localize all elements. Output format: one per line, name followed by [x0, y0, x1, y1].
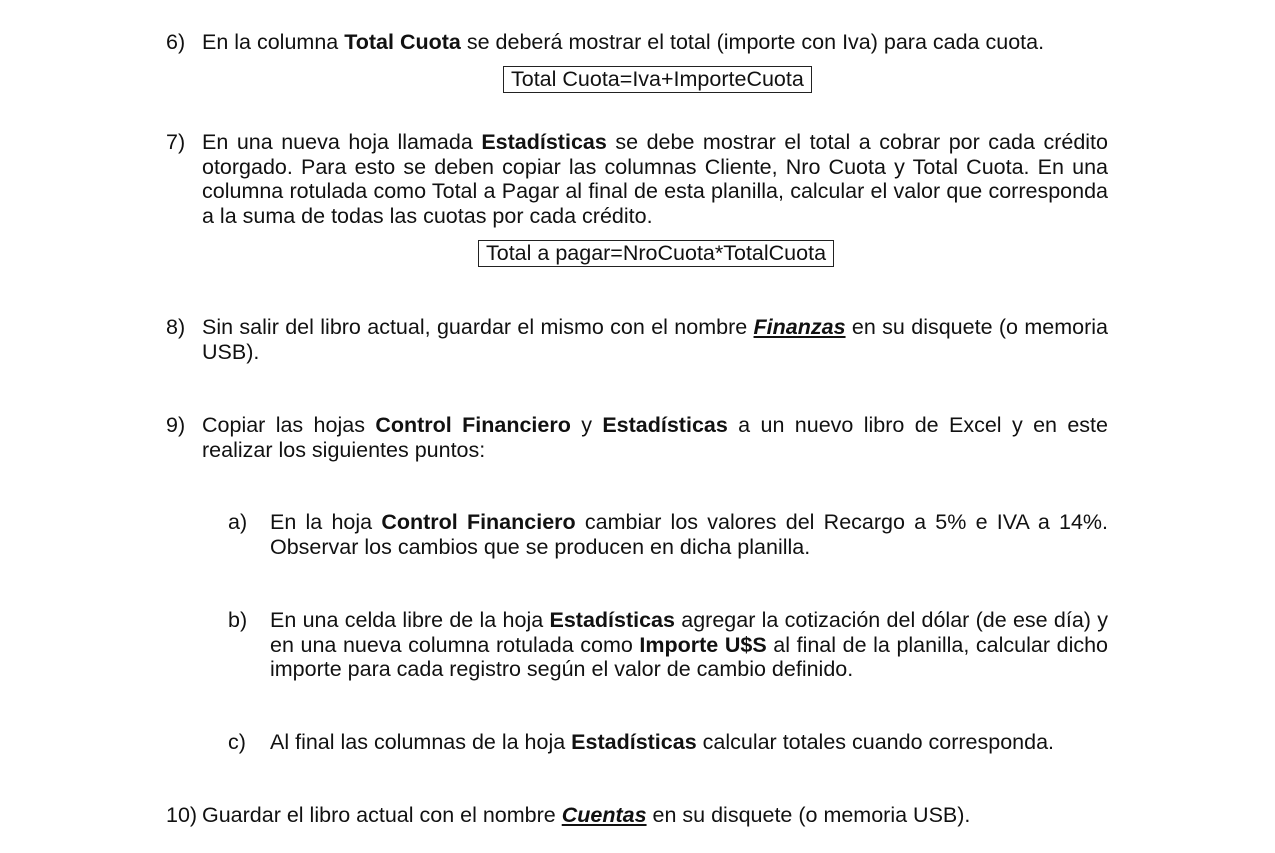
item-10	[166, 803, 1108, 828]
item-number: 9)	[166, 413, 186, 437]
item-text: Copiar las hojas Control Financiero y Estadísticas a un nuevo libro de Excel y en este realizar los siguientes puntos:	[202, 413, 1108, 462]
formula-total-cuota: Total Cuota=Iva+ImporteCuota	[503, 66, 812, 93]
subitem-a	[228, 510, 1108, 559]
subitem-letter: c)	[228, 730, 246, 754]
subitem-text: En la hoja Control Financiero cambiar los valores del Recargo a 5% e IVA a 14%. Observar los cambios que se producen en dicha planilla.	[270, 510, 1108, 559]
item-text: En una nueva hoja llamada Estadísticas se debe mostrar el total a cobrar por cada crédito otorgado. Para esto se deben copiar las columnas Cliente, Nro Cuota y Total Cuota. En una columna rotulada como Total a Pagar al final de esta planilla, calcular el valor que corresponda a la suma de todas las cuotas por cada crédito.	[202, 130, 1108, 228]
subitem-text: Al final las columnas de la hoja Estadísticas calcular totales cuando corresponda.	[270, 730, 1055, 754]
formula-total-a-pagar: Total a pagar=NroCuota*TotalCuota	[478, 240, 834, 267]
subitem-letter: b)	[228, 608, 248, 632]
item-9	[166, 413, 1108, 462]
item-7	[166, 130, 1108, 228]
subitem-c	[228, 730, 1108, 755]
item-number: 7)	[166, 130, 186, 154]
item-number: 8)	[166, 315, 186, 339]
item-number: 10)	[166, 803, 198, 827]
item-6	[166, 30, 1108, 55]
subitem-letter: a)	[228, 510, 248, 534]
item-text: Sin salir del libro actual, guardar el mismo con el nombre Finanzas en su disquete (o memoria USB).	[202, 315, 1108, 364]
subitem-b	[228, 608, 1108, 682]
item-number: 6)	[166, 30, 186, 54]
subitem-text: En una celda libre de la hoja Estadísticas agregar la cotización del dólar (de ese día) y en una nueva columna rotulada como Importe U$S al final de la planilla, calcular dicho importe para cada registro según el valor de cambio definido.	[270, 608, 1109, 681]
item-text: En la columna Total Cuota se deberá mostrar el total (importe con Iva) para cada cuota.	[202, 30, 1045, 54]
item-text: Guardar el libro actual con el nombre Cuentas en su disquete (o memoria USB).	[202, 803, 971, 827]
item-8	[166, 315, 1108, 364]
